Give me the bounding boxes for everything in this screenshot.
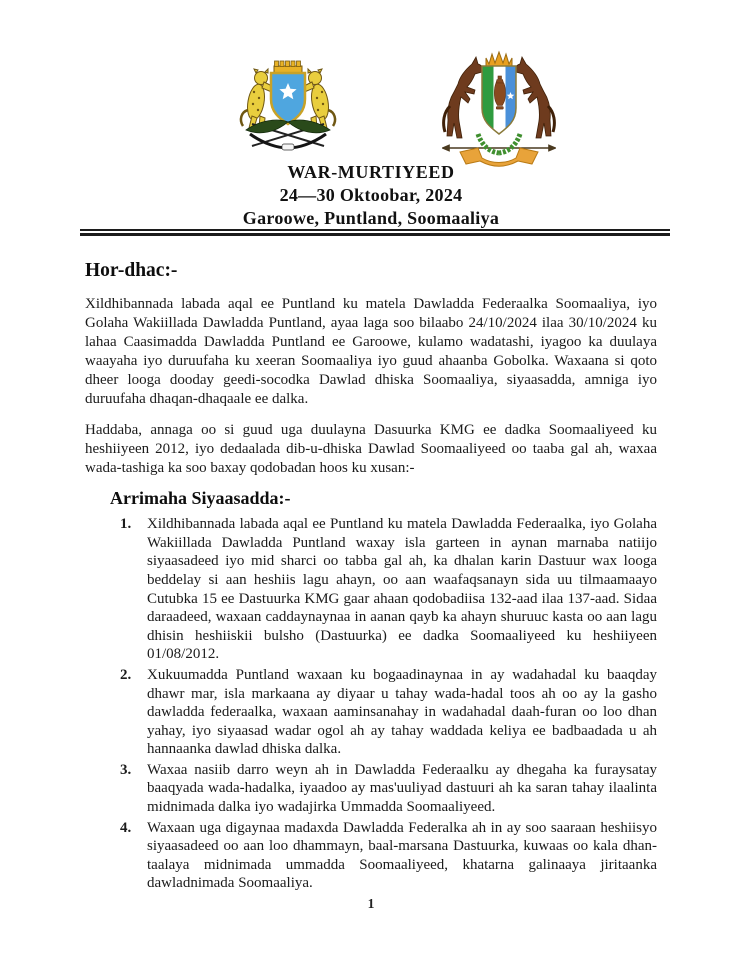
list-item [120,761,657,817]
list-item-text: Xukuumadda Puntland waxaan ku bogaadinaynaa in ay wadahadal ku baaqday dhawr mar, isla markaana ay diyaar u tahay wada-hadal toos ah oo ay la gasho dawladda federaalka, waxaan aaminsanahay in wadahadal daah-furan oo loo dhan yahay, iyo siyaasad wadar ogol ah ay tahay waddada keliya ee badbaadada u ah hannaanka dawlad dhiska dalka. [147,666,657,758]
somalia-coat-of-arms-icon [236,58,340,158]
list-item [120,666,657,759]
list-item-text: Waxaan uga digaynaa madaxda Dawladda Federalka ah in ay soo saaraan heshiisyo siyaasadeed oo aan loo dhammayn, baal-marsana Dastuurka, kuwaas oo kala dhan-taalaya midnimada ummadda Soomaaliyeed, khatarna galinaaya jiritaanka dawladnimada Soomaaliya. [147,819,657,892]
intro-paragraph-2: Haddaba, annaga oo si guud uga duulayna Dasuurka KMG ee dadka Soomaaliyeed ku heshiiyeen 2012, iyo dedaalada dib-u-dhiska Dawlad Soomaaliyeed oo taaba gal ah, waxaa wada-tashiga ka soo baxay qodobadan hoos ku xusan:- [85,422,657,477]
politics-list [85,515,657,893]
politics-heading: Arrimaha Siyaasadda:- [110,488,291,509]
crown-icon [274,61,302,73]
list-item-number: 3. [120,761,132,778]
shield-icon [271,73,305,124]
wreath-icon [478,134,520,153]
list-item-text: Waxaa nasiib darro weyn ah in Dawladda Federaalku ay dhegaha ka furaysatay baaqyada wada-hadalka, iyaadoo ay mas'uuliyad dastuuri ah ka saran tahay ilaalinta midnimada dalka iyo wadajirka Ummadda Soomaaliyeed. [147,761,657,816]
list-item-number: 1. [120,516,132,533]
document-header [0,0,742,236]
page-number: 1 [367,896,375,912]
spear-icon [443,146,555,151]
list-item-number: 2. [120,666,132,683]
list-item-text: Xildhibannada labada aqal ee Puntland ku matela Dawladda Federaalka, iyo Golaha Wakiillada Dawladda Puntland waxay isla garteen in aynan marnaba natiijo siyaasadeed iyo mid sharci oo tabba gal ah, ka dhalan karin Dastuur wax looga beddelay si aan heshiis lagu ahayn, oo aan waafaqsanayn sida uu tilmaamaayo Cutubka 15 ee Dastuurka KMG gaar ahaan qodobadiisa 132-aad ilaa 137-aad. Sidaa daraadeed, waxaan caddaynaynaa in aanan qayb ka ahayn shuruuc kasta oo aan lagu dhisin heshiiskii bulsho (Dastuurka) ee dadka Soomaaliyeed ku heshiiyeen 01/08/2012. [147,516,657,663]
page-title: WAR-MURTIYEED [287,162,455,182]
header-divider [80,229,670,236]
intro-heading: Hor-dhac:- [85,260,178,281]
list-item [120,515,657,664]
shield-icon [482,66,516,136]
horse-icon [444,57,483,138]
horse-icon [515,57,554,138]
location-line: Garoowe, Puntland, Soomaaliya [242,208,500,228]
date-line: 24—30 Oktoobar, 2024 [279,185,463,205]
crown-icon [486,52,512,66]
list-item [120,819,657,893]
puntland-coat-of-arms-icon [442,50,556,172]
list-item-number: 4. [120,819,132,836]
intro-paragraph-1: Xildhibannada labada aqal ee Puntland ku matela Dawladda Federaalka Soomaaliya, iyo Golaha Wakiillada Dawladda Puntland, ayaa laga soo bilaabo 24/10/2024 ilaa 30/10/2024 ku lahaa Caasimadda Dawladda Puntland ee Garoowe, kulamo wadatashi, iyagoo ka duulaya waayaha iyo duruufaha ku xeeran Soomaaliya iyo guud ahaanba Gobolka. Waxaana si qoto dheer looga dooday geedi-socodka Dawlad dhiska Soomaaliya, siyaasadda, amniga iyo duruufaha dhaqan-dhaqaale ee dalka. [85,296,657,407]
document-body [85,260,657,912]
